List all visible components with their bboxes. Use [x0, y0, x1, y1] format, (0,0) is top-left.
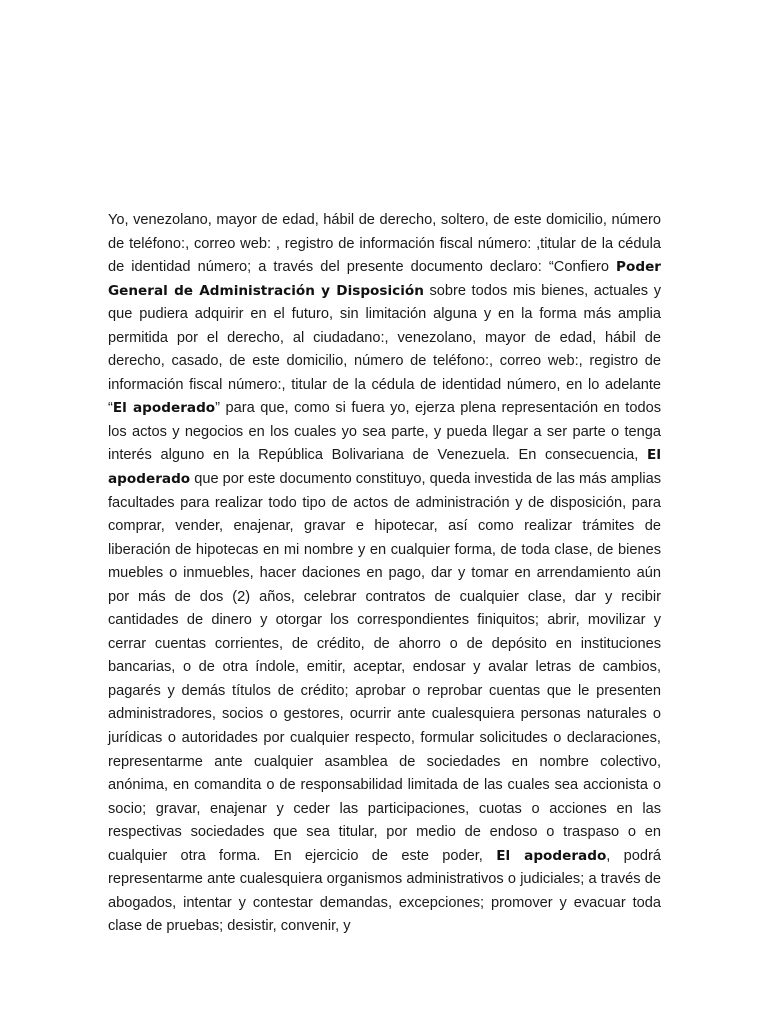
bold-run: Poder General de Administración y Disposición [108, 259, 661, 299]
paragraph-run: , podrá representarme ante cualesquiera organismos administrativos o judiciales; a través de abogados, intentar y contestar demandas, excepciones; promover y evacuar toda clase de pruebas; desistir, convenir, y [108, 847, 662, 935]
paragraph-run: ” para que, como si fuera yo, ejerza plena representación en todos los actos y negocios en los cuales yo sea parte, y pueda llegar a ser parte o tenga interés alguno en la República Bolivariana de Venezuela. En consecuencia, [108, 400, 661, 464]
bold-run: El apoderado [108, 447, 661, 488]
paragraph-run: sobre todos mis bienes, actuales y que pudiera adquirir en el futuro, sin limitación alguna y en la forma más amplia permitida por el derecho, al ciudadano:, venezolano, mayor de edad, hábil de derecho, casado, de este domicilio, número de teléfono:, correo web:, registro de información fiscal número:, titular de la cédula de identidad número, en lo adelante “ [108, 282, 661, 417]
body-paragraph [108, 209, 661, 939]
paragraph-run: Yo, venezolano, mayor de edad, hábil de derecho, soltero, de este domicilio, número de teléfono:, correo web: , registro de información fiscal número: ,titular de la cédula de identidad número; a través del presente documento declaro: “Confiero [108, 212, 661, 276]
bold-run: El apoderado [496, 847, 607, 864]
bold-run: El apoderado [112, 400, 216, 417]
paragraph-run: que por este documento constituyo, queda investida de las más amplias facultades para realizar todo tipo de actos de administración y de disposición, para comprar, vender, enajenar, gravar e hipotecar, así como realizar trámites de liberación de hipotecas en mi nombre y en cualquier forma, de toda clase, de bienes muebles o inmuebles, hacer daciones en pago, dar y tomar en arrendamiento aún por más de dos (2) años, celebrar contratos de cualquier clase, dar y recibir cantidades de dinero y otorgar los correspondientes finiquitos; abrir, movilizar y cerrar cuentas corrientes, de crédito, de ahorro o de depósito en instituciones bancarias, o de otra índole, emitir, aceptar, endosar y avalar letras de cambios, pagarés y demás títulos de crédito; aprobar o reprobar cuentas que le presenten administradores, socios o gestores, ocurrir ante cualesquiera personas naturales o jurídicas o autoridades por cualquier respecto, formular solicitudes o declaraciones, representarme ante cualquier asamblea de sociedades en nombre colectivo, anónima, en comandita o de responsabilidad limitada de las cuales sea accionista o socio; gravar, enajenar y ceder las participaciones, cuotas o acciones en las respectivas sociedades que sea titular, por medio de endoso o traspaso o en cualquier otra forma. En ejercicio de este poder, [108, 471, 661, 864]
